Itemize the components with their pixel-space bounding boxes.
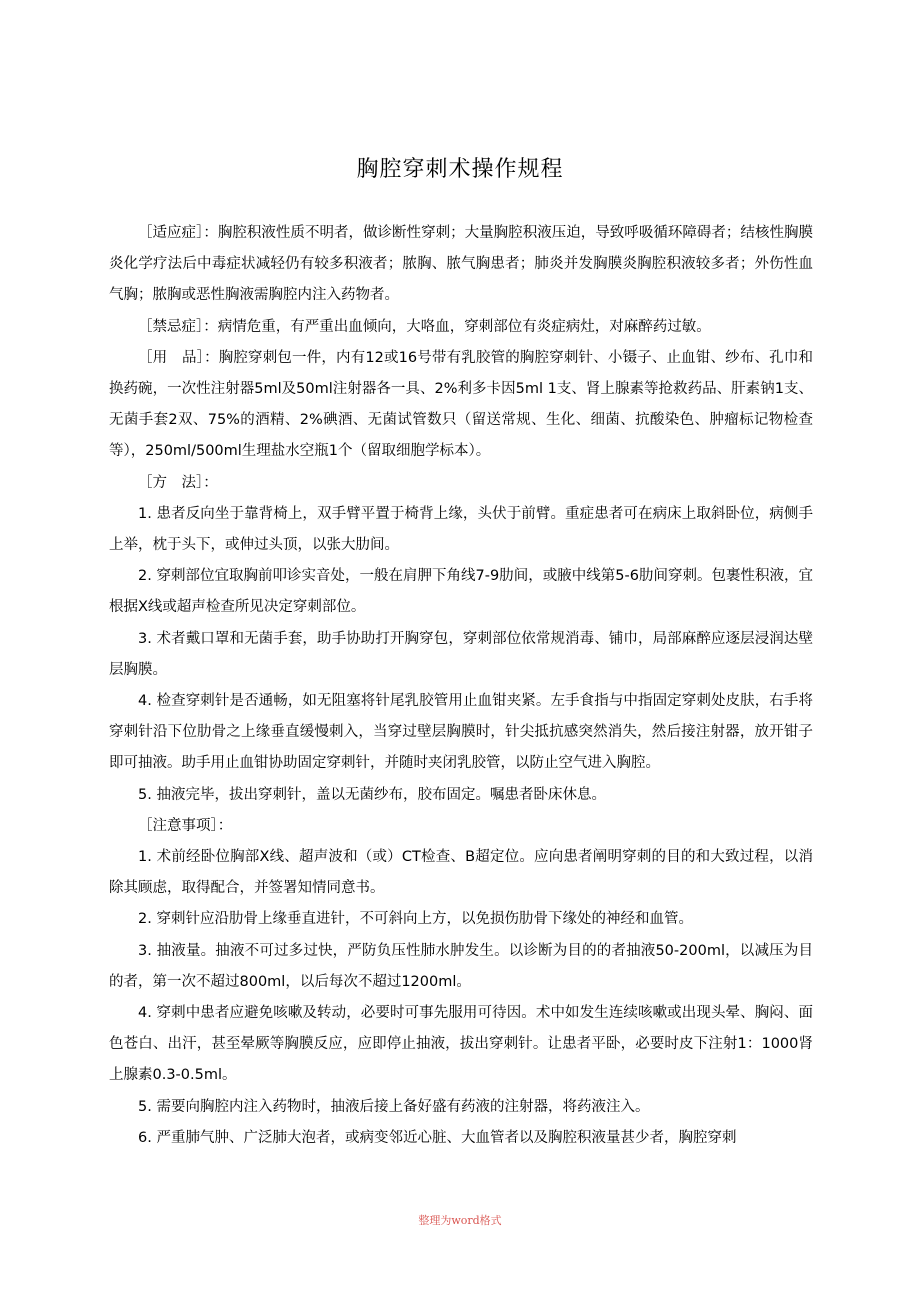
note-item-6: 6. 严重肺气肿、广泛肺大泡者，或病变邻近心脏、大血管者以及胸腔积液量甚少者，胸腔穿刺 bbox=[138, 1129, 737, 1146]
paragraph-supplies: ［用 品］：胸腔穿刺包一件，内有12或16号带有乳胶管的胸腔穿刺针、小镊子、止血钳、纱布、孔巾和换药碗，一次性注射器5ml及50ml注射器各一具、2%利多卡因5ml 1支、肾上腺素等抢救药品、肝素钠1支、无菌手套2双、75%的酒精、2%碘酒、无菌试管数只（留送常规、生化、细菌、抗酸染色、肿瘤标记物检查等），250ml/500ml生理盐水空瓶1个（留取细胞学标本）。 bbox=[109, 349, 813, 460]
document-body bbox=[109, 218, 813, 1154]
method-step-1: 1. 患者反向坐于靠背椅上，双手臂平置于椅背上缘，头伏于前臂。重症患者可在病床上取斜卧位，病侧手上举，枕于头下，或伸过头顶，以张大肋间。 bbox=[109, 505, 813, 554]
method-step-3: 3. 术者戴口罩和无菌手套，助手协助打开胸穿包，穿刺部位依常规消毒、铺巾，局部麻醉应逐层浸润达壁层胸膜。 bbox=[109, 630, 813, 678]
method-step-5: 5. 抽液完毕，拔出穿刺针，盖以无菌纱布，胶布固定。嘱患者卧床休息。 bbox=[138, 786, 606, 803]
note-item-3: 3. 抽液量。抽液不可过多过快，严防负压性肺水肿发生。以诊断为目的的者抽液50-200ml，以减压为目的者，第一次不超过800ml，以后每次不超过1200ml。 bbox=[109, 942, 813, 990]
paragraph-contraindications: ［禁忌症］：病情危重，有严重出血倾向，大咯血，穿刺部位有炎症病灶，对麻醉药过敏。 bbox=[138, 318, 711, 335]
method-step-4: 4. 检查穿刺针是否通畅，如无阻塞将针尾乳胶管用止血钳夹紧。左手食指与中指固定穿刺处皮肤，右手将穿刺针沿下位肋骨之上缘垂直缓慢刺入，当穿过壁层胸膜时，针尖抵抗感突然消失，然后接注射器，放开钳子即可抽液。助手用止血钳协助固定穿刺针，并随时夹闭乳胶管，以防止空气进入胸腔。 bbox=[109, 693, 813, 772]
note-item-4: 4. 穿刺中患者应避免咳嗽及转动，必要时可事先服用可待因。术中如发生连续咳嗽或出现头晕、胸闷、面色苍白、出汗，甚至晕厥等胸膜反应，应即停止抽液，拔出穿刺针。让患者平卧，必要时皮下注射1：1000肾上腺素0.3-0.5ml。 bbox=[109, 1005, 813, 1084]
note-item-2: 2. 穿刺针应沿肋骨上缘垂直进针，不可斜向上方，以免损伤肋骨下缘处的神经和血管。 bbox=[138, 911, 693, 928]
paragraph-indications: ［适应症］：胸腔积液性质不明者，做诊断性穿刺；大量胸腔积液压迫，导致呼吸循环障碍者；结核性胸膜炎化学疗法后中毒症状减轻仍有较多积液者；脓胸、脓气胸患者；肺炎并发胸膜炎胸腔积液较多者；外伤性血气胸；脓胸或恶性胸液需胸腔内注入药物者。 bbox=[109, 225, 813, 304]
note-item-1: 1. 术前经卧位胸部X线、超声波和（或）CT检查、B超定位。应向患者阐明穿刺的目的和大致过程，以消除其顾虑，取得配合，并签署知情同意书。 bbox=[109, 849, 813, 897]
note-item-5: 5. 需要向胸腔内注入药物时，抽液后接上备好盛有药液的注射器，将药液注入。 bbox=[138, 1098, 650, 1115]
footer-watermark: 整理为word格式 bbox=[418, 1214, 502, 1227]
section-heading-method: ［方 法］： bbox=[138, 474, 218, 491]
document-title: 胸腔穿刺术操作规程 bbox=[356, 157, 564, 182]
section-heading-notes: ［注意事项］： bbox=[138, 817, 233, 834]
method-step-2: 2. 穿刺部位宜取胸前叩诊实音处，一般在肩胛下角线7-9肋间，或腋中线第5-6肋间穿刺。包裹性积液，宜根据X线或超声检查所见决定穿刺部位。 bbox=[109, 568, 813, 616]
